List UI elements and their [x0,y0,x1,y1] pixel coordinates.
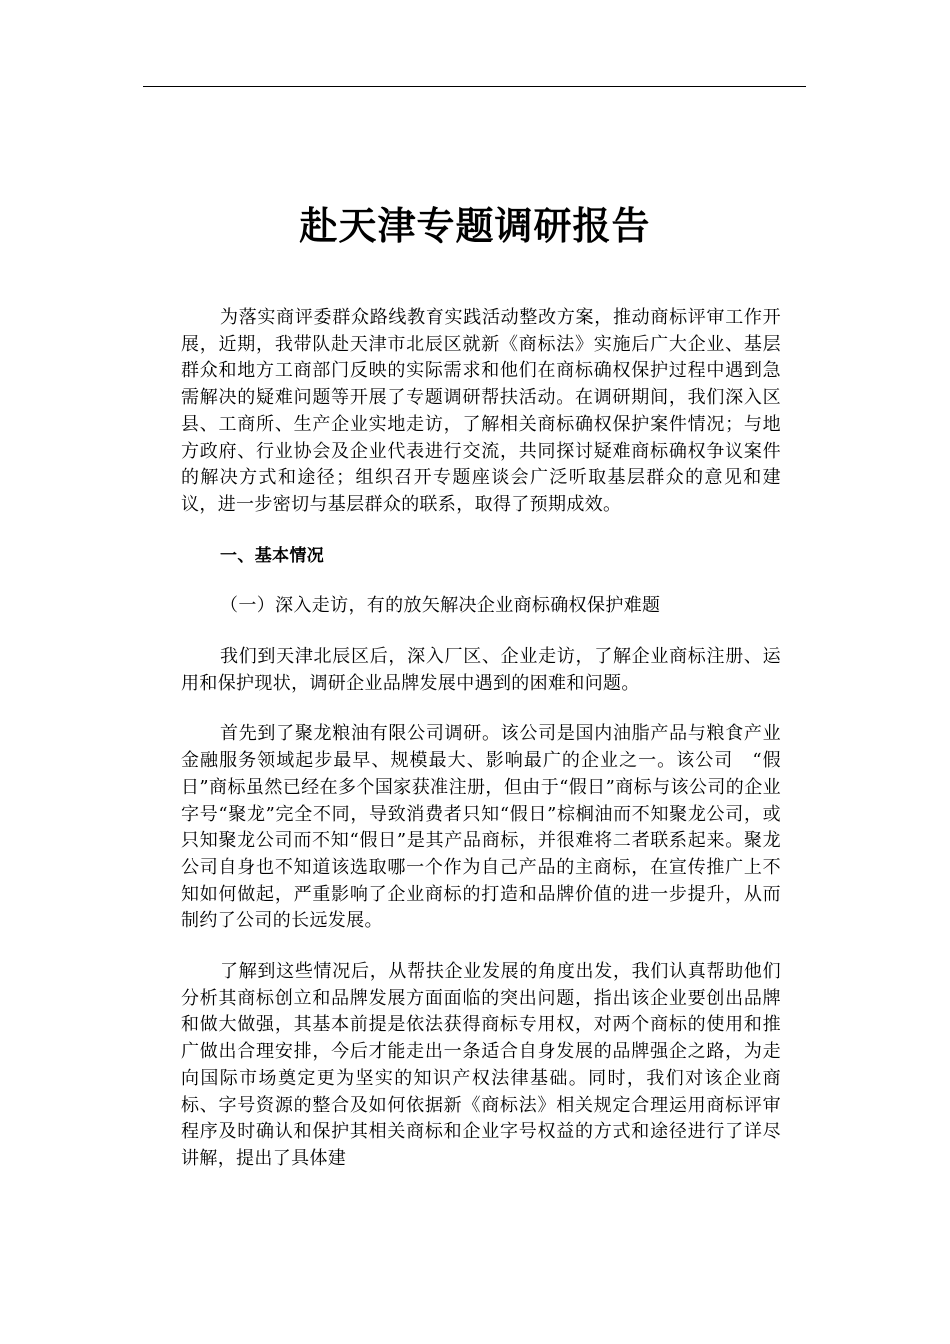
header-rule [143,86,806,87]
document-title: 赴天津专题调研报告 [299,204,651,248]
paragraph-assistance: 了解到这些情况后，从帮扶企业发展的角度出发，我们认真帮助他们分析其商标创立和品牌发展方面面临的突出问题，指出该企业要创出品牌和做大做强，其基本前提是依法获得商标专用权，对两个商标的使用和推广做出合理安排，今后才能走出一条适合自身发展的品牌强企之路，为走向国际市场奠定更为坚实的知识产权法律基础。同时，我们对该企业商标、字号资源的整合及如何依据新《商标法》相关规定合理运用商标评审程序及时确认和保护其相关商标和企业字号权益的方式和途径进行了详尽讲解，提出了具体建 [181,961,781,1169]
paragraph-visit-beichen: 我们到天津北辰区后，深入厂区、企业走访，了解企业商标注册、运用和保护现状，调研企业品牌发展中遇到的困难和问题。 [181,646,781,694]
paragraph-intro: 为落实商评委群众路线教育实践活动整改方案，推动商标评审工作开展，近期，我带队赴天津市北辰区就新《商标法》实施后广大企业、基层群众和地方工商部门反映的实际需求和他们在商标确权保护过程中遇到急需解决的疑难问题等开展了专题调研帮扶活动。在调研期间，我们深入区县、工商所、生产企业实地走访，了解相关商标确权保护案件情况；与地方政府、行业协会及企业代表进行交流，共同探讨疑难商标确权争议案件的解决方式和途径；组织召开专题座谈会广泛听取基层群众的意见和建议，进一步密切与基层群众的联系，取得了预期成效。 [181,307,781,515]
subsection-heading-visits: （一）深入走访，有的放矢解决企业商标确权保护难题 [220,595,661,617]
paragraph-julong-company: 首先到了聚龙粮油有限公司调研。该公司是国内油脂产品与粮食产业金融服务领域起步最早、规模最大、影响最广的企业之一。该公司 “假日”商标虽然已经在多个国家获准注册，但由于“假日”商标与该公司的企业字号“聚龙”完全不同，导致消费者只知“假日”棕榈油而不知聚龙公司，或只知聚龙公司而不知“假日”是其产品商标，并很难将二者联系起来。聚龙公司自身也不知道该选取哪一个作为自己产品的主商标，在宣传推广上不知如何做起，严重影响了企业商标的打造和品牌价值的进一步提升，从而制约了公司的长远发展。 [181,723,781,932]
section-heading-basic-situation: 一、基本情况 [220,545,325,566]
document-body [181,305,781,1173]
